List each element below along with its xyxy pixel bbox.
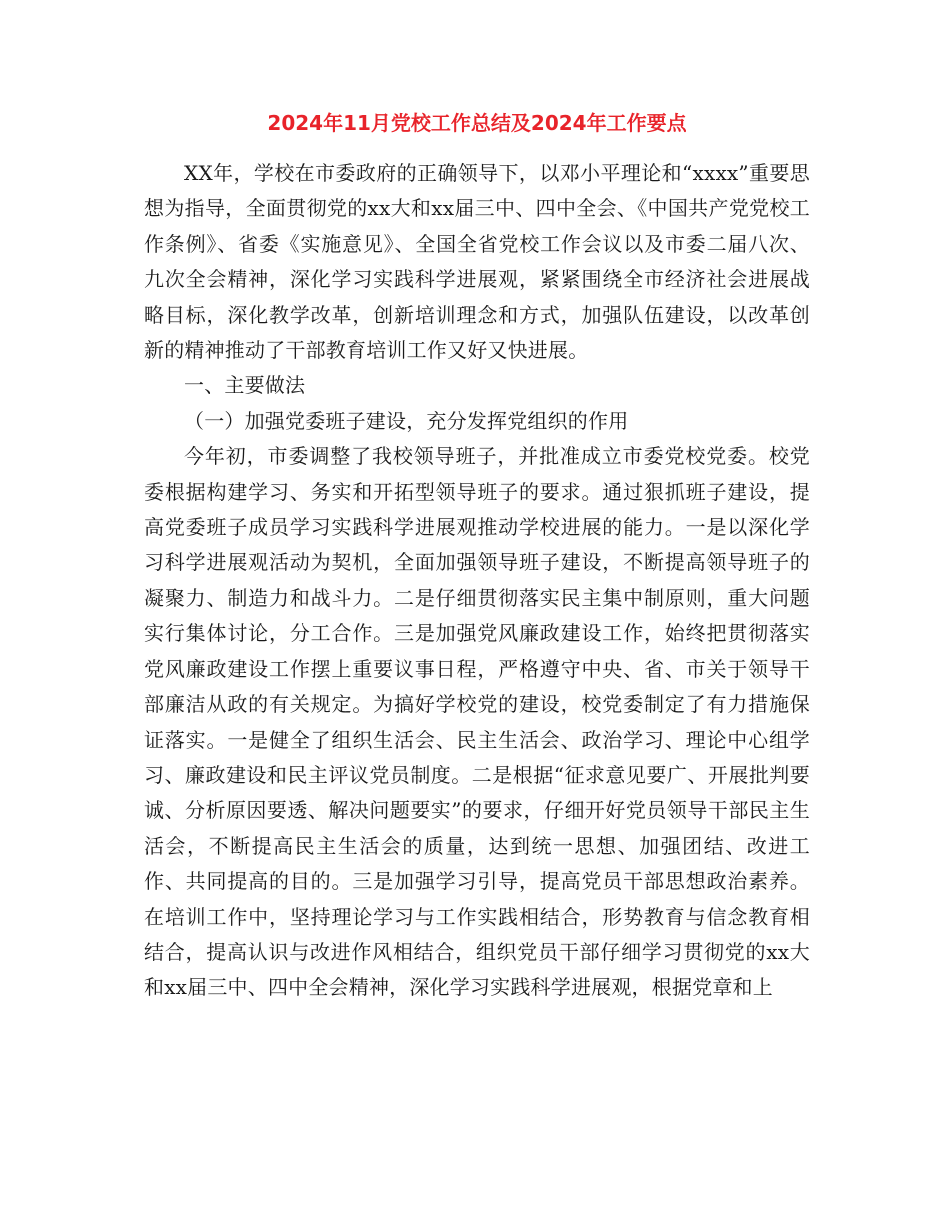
paragraph-body: 今年初，市委调整了我校领导班子，并批准成立市委党校党委。校党委根据构建学习、务实和开拓型领导班子的要求。通过狠抓班子建设，提高党委班子成员学习实践科学进展观推动学校进展的能力。一是以深化学习科学进展观活动为契机，全面加强领导班子建设，不断提高领导班子的凝聚力、制造力和战斗力。二是仔细贯彻落实民主集中制原则，重大问题实行集体讨论，分工合作。三是加强党风廉政建设工作，始终把贯彻落实党风廉政建设工作摆上重要议事日程，严格遵守中央、省、市关于领导干部廉洁从政的有关规定。为搞好学校党的建设，校党委制定了有力措施保证落实。一是健全了组织生活会、民主生活会、政治学习、理论中心组学习、廉政建设和民主评议党员制度。二是根据“征求意见要广、开展批判要诚、分析原因要透、解决问题要实”的要求，仔细开好党员领导干部民主生活会，不断提高民主生活会的质量，达到统一思想、加强团结、改进工作、共同提高的目的。三是加强学习引导，提高党员干部思想政治素养。在培训工作中，坚持理论学习与工作实践相结合，形势教育与信念教育相结合，提高认识与改进作风相结合，组织党员干部仔细学习贯彻党的xx大和xx届三中、四中全会精神，深化学习实践科学进展观，根据党章和上 — [144, 444, 810, 1000]
document-page — [144, 108, 810, 1006]
paragraph-intro: XX年，学校在市委政府的正确领导下，以邓小平理论和“xxxx”重要思想为指导，全面贯彻党的xx大和xx届三中、四中全会、《中国共产党党校工作条例》、省委《实施意见》、全国全省党校工作会议以及市委二届八次、九次全会精神，深化学习实践科学进展观，紧紧围绕全市经济社会进展战略目标，深化教学改革，创新培训理念和方式，加强队伍建设，以改革创新的精神推动了干部教育培训工作又好又快进展。 — [144, 161, 810, 363]
document-title: 2024年11月党校工作总结及2024年工作要点 — [267, 111, 687, 135]
subsection-heading: （一）加强党委班子建设，充分发挥党组织的作用 — [184, 408, 629, 433]
section-heading: 一、主要做法 — [184, 373, 306, 398]
